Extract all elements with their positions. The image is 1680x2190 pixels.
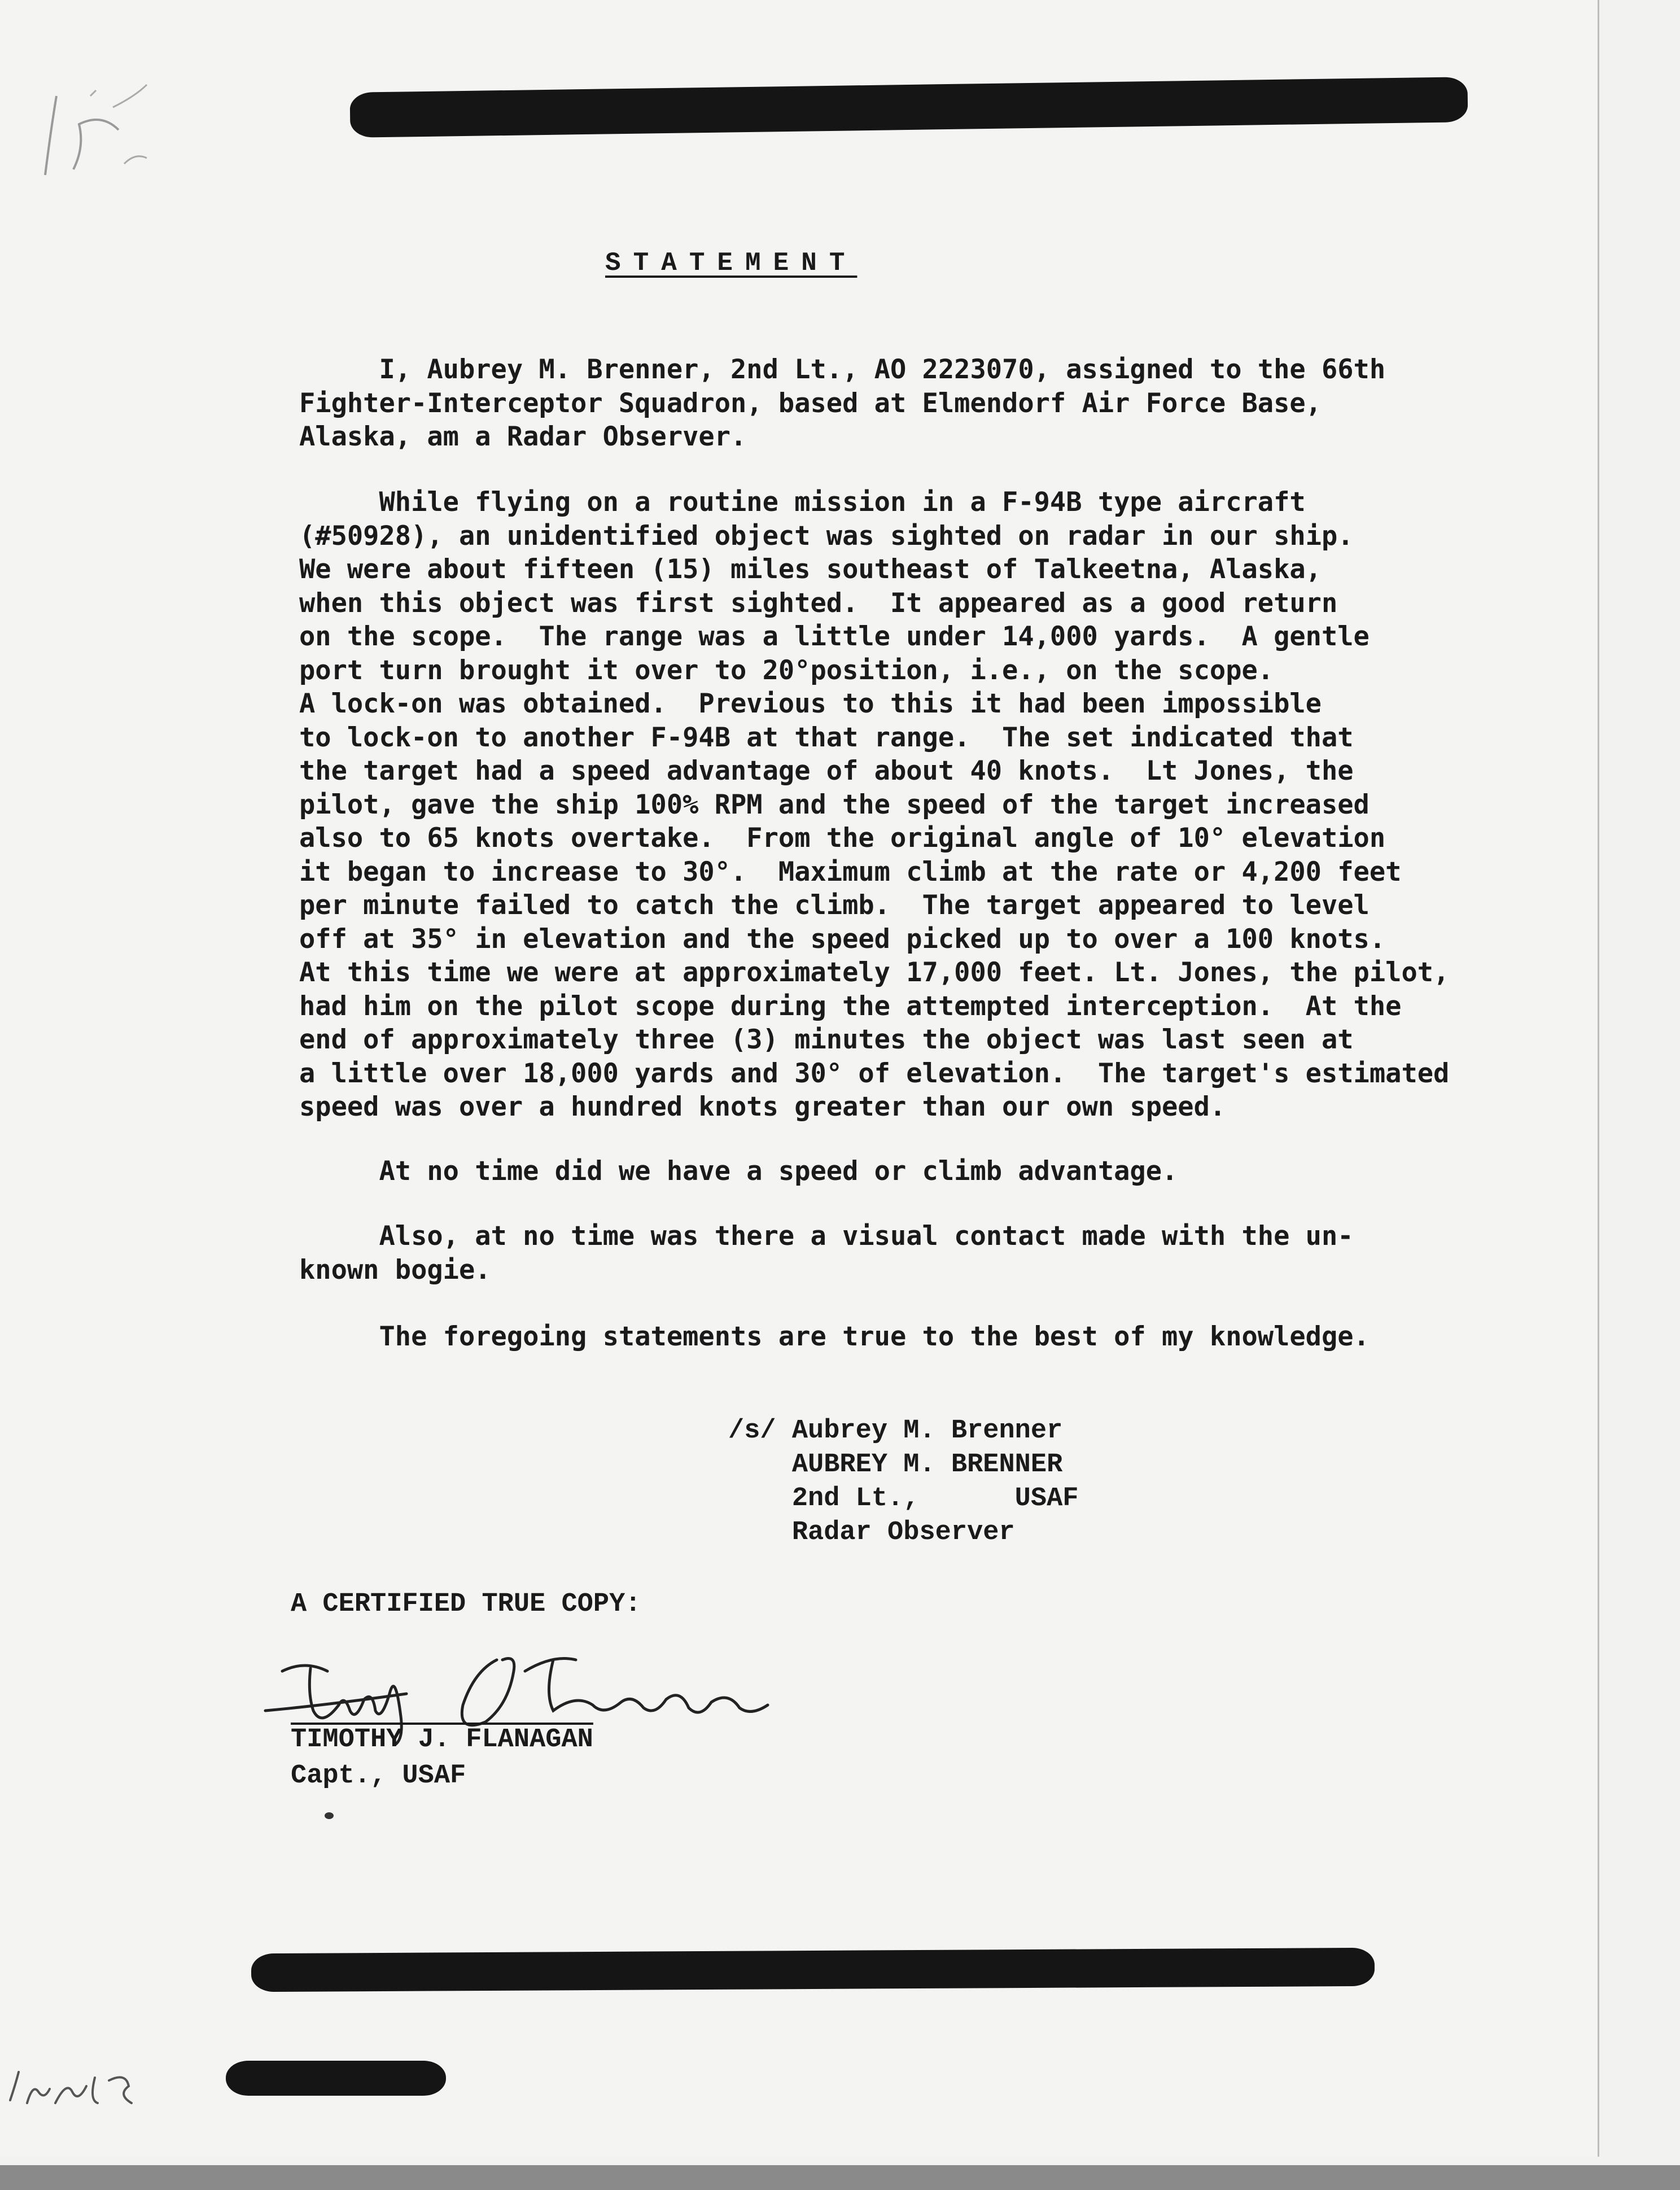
paragraph-intro: I, Aubrey M. Brenner, 2nd Lt., AO 2223070, assigned to the 66th Fighter-Interceptor Squadron, based at Elmendorf Air Force Base, Alaska, am a Radar Observer. — [299, 354, 1386, 452]
position-title: Radar Observer — [728, 1518, 1015, 1548]
rank-branch: 2nd Lt., USAF — [728, 1484, 1079, 1514]
certifier-rank: Capt., USAF — [291, 1761, 466, 1791]
ink-speck — [325, 1812, 334, 1819]
paragraph-narrative: While flying on a routine mission in a F-94B type aircraft (#50928), an unidentified object was sighted on radar in our ship. We were about fifteen (15) miles southeast of Talkeetna, Alaska, when this object was first sighted. It appeared as a good return on the scope. The range was a little under 14,000 yards. A gentle port turn brought it over to 20°position, i.e., on the scope. A lock-on was obtained. Previous to this it had been impossible to lock-on to another F-94B at that range. The set indicated that the target had a speed advantage of about 40 knots. Lt Jones, the pilot, gave the ship 100% RPM and the speed of the target increased also to 65 knots overtake. From the original angle of 10° elevation it began to increase to 30°. Maximum climb at the rate or 4,200 feet per minute failed to catch the climb. The target appeared to level off at 35° in elevation and the speed picked up to over a 100 knots. At this time we were at approximately 17,000 feet. Lt. Jones, the pilot, had him on the pilot scope during the attempted interception. At the end of approximately three (3) minutes the object was last seen at a little over 18,000 yards and 30° of elevation. The target's estimated speed was over a hundred knots greater than our own speed. — [299, 487, 1450, 1122]
paragraph-advantage: At no time did we have a speed or climb advantage. — [299, 1156, 1178, 1187]
paragraph-attestation: The foregoing statements are true to the best of my knowledge. — [299, 1321, 1370, 1352]
signature-block — [728, 1414, 1079, 1550]
signature-line: /s/ Aubrey M. Brenner — [728, 1416, 1063, 1446]
certification-label: A CERTIFIED TRUE COPY: — [291, 1589, 641, 1619]
scan-edge — [0, 2165, 1680, 2190]
redaction-bar-small — [226, 2061, 446, 2096]
certifier-name: TIMOTHY J. FLANAGAN — [291, 1725, 593, 1755]
page-title: STATEMENT — [605, 248, 858, 278]
certifier-block — [291, 1722, 593, 1794]
redaction-bar-bottom — [251, 1948, 1375, 1992]
margin-note-inclosure — [5, 2061, 151, 2112]
corner-pencil-marks — [34, 62, 175, 192]
typed-name: AUBREY M. BRENNER — [728, 1450, 1063, 1480]
paragraph-visual-contact: Also, at no time was there a visual contact made with the un- known bogie. — [299, 1221, 1354, 1286]
